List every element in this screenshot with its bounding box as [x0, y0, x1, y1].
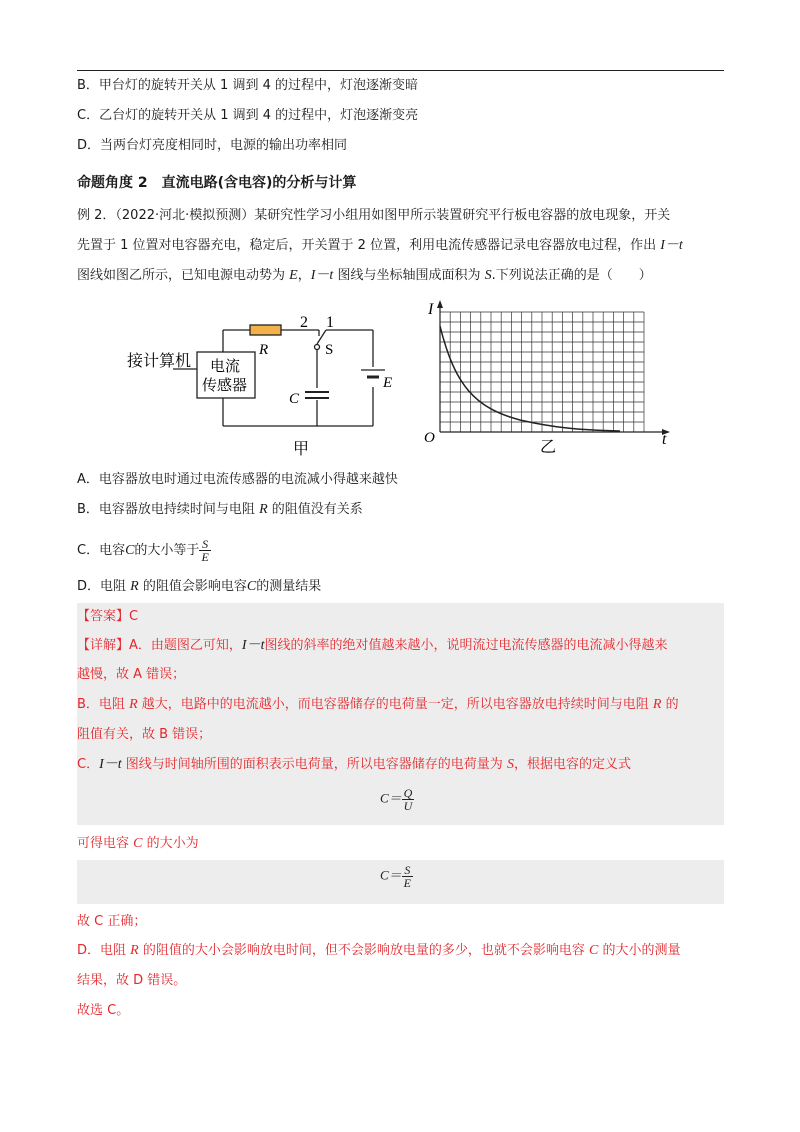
then-line: 可得电容 C 的大小为 — [77, 836, 199, 851]
choice-b: B．电容器放电持续时间与电阻 R 的阻值没有关系 — [77, 502, 363, 517]
option-d-prev: D．当两台灯亮度相同时，电源的输出功率相同 — [77, 138, 348, 153]
top-rule — [77, 70, 724, 71]
detail-d-line-1: D．电阻 R 的阻值的大小会影响放电时间，但不会影响放电量的多少，也就不会影响电容 C 的大小的测量 — [77, 943, 681, 958]
option-c-prev: C．乙台灯的旋转开关从 1 调到 4 的过程中，灯泡逐渐变亮 — [77, 108, 419, 123]
it-symbol: I－t — [660, 238, 683, 253]
pos-2-label: 2 — [300, 314, 308, 331]
axis-i-label: I — [428, 301, 434, 318]
answer-label: 【答案】C — [77, 609, 139, 624]
sensor-label-1: 电流 — [210, 359, 241, 375]
choice-c: C．电容C的大小等于 $\frac{S}{E}$ — [77, 537, 209, 564]
resistor-r — [250, 325, 281, 335]
detail-b-line-1: B．电阻 R 越大，电路中的电流越小，而电容器储存的电荷量一定，所以电容器放电持续时间与电阻 R 的 — [77, 697, 679, 712]
example-line-1: 例 2．（2022·河北·模拟预测）某研究性学习小组用如图甲所示装置研究平行板电容器的放电现象，开关 — [77, 208, 671, 223]
detail-b-line-2: 阻值有关，故 B 错误； — [77, 727, 212, 742]
r-label: R — [259, 342, 269, 358]
computer-label: 接计算机 — [127, 353, 192, 370]
axis-origin-label: O — [424, 430, 435, 446]
caption-yi: 乙 — [540, 439, 557, 456]
detail-a-line-2: 越慢，故 A 错误； — [77, 667, 186, 682]
c-correct: 故 C 正确； — [77, 914, 147, 929]
choice-a: A．电容器放电时通过电流传感器的电流减小得越来越快 — [77, 472, 398, 487]
formula-c-q-u: C＝ $\frac{Q}{U}$ — [380, 786, 413, 813]
caption-jia: 甲 — [293, 441, 310, 458]
formula-c-s-e: C＝ $\frac{S}{E}$ — [380, 863, 412, 890]
detail-a-line-1: 【详解】A．由题图乙可知，I－t图线的斜率的绝对值越来越小，说明流过电流传感器的电流减小得越来 — [77, 638, 668, 653]
final-choice: 故选 C。 — [77, 1003, 130, 1018]
example-line-2: 先置于 1 位置对电容器充电，稳定后，开关置于 2 位置，利用电流传感器记录电容器放电过程，作出 I－t — [77, 238, 683, 253]
option-b-prev: B．甲台灯的旋转开关从 1 调到 4 的过程中，灯泡逐渐变暗 — [77, 78, 418, 93]
sensor-label-2: 传感器 — [202, 378, 248, 394]
fraction-s-over-e: $\frac{S}{E}$ — [201, 537, 209, 564]
section-heading: 命题角度 2 直流电路(含电容)的分析与计算 — [77, 175, 357, 191]
detail-d-line-2: 结果，故 D 错误。 — [77, 973, 187, 988]
circuit-diagram — [115, 302, 415, 462]
current-time-graph — [420, 296, 680, 456]
c-label: C — [289, 391, 300, 407]
example-line-3: 图线如图乙所示，已知电源电动势为 E，I－t 图线与坐标轴围成面积为 S.下列说法正确的是（ ） — [77, 268, 652, 283]
detail-c-line-1: C．I－t 图线与时间轴所围的面积表示电荷量，所以电容器储存的电荷量为 S，根据电容的定义式 — [77, 757, 631, 772]
choice-d: D．电阻 R 的阻值会影响电容C的测量结果 — [77, 579, 322, 594]
axis-t-label: t — [662, 431, 667, 448]
e-label: E — [383, 375, 393, 391]
s-label: S — [325, 342, 334, 358]
pos-1-label: 1 — [326, 314, 334, 331]
